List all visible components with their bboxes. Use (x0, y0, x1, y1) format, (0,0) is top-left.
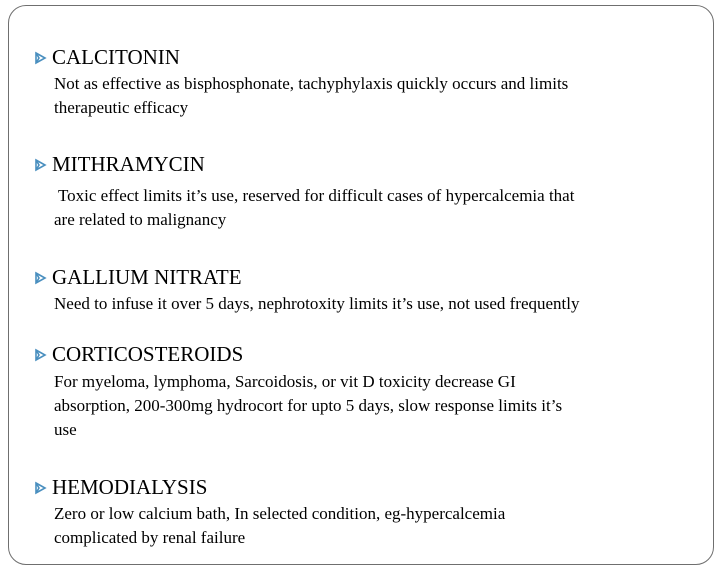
section-heading (33, 475, 207, 499)
heading-text: GALLIUM NITRATE (52, 265, 242, 289)
body-line: Not as effective as bisphosphonate, tachyphylaxis quickly occurs and limits (54, 74, 569, 93)
body-line: are related to malignancy (54, 210, 227, 229)
body-line: Toxic effect limits it’s use, reserved for difficult cases of hypercalcemia that (54, 186, 575, 205)
heading-text: HEMODIALYSIS (52, 475, 208, 499)
bullet-icon (33, 158, 47, 172)
body-line: Zero or low calcium bath, In selected condition, eg-hypercalcemia (54, 504, 506, 523)
body-line: use (54, 420, 77, 439)
section-heading (33, 342, 243, 366)
body-line: Need to infuse it over 5 days, nephrotoxity limits it’s use, not used frequently (54, 294, 580, 313)
body-line: therapeutic efficacy (54, 98, 189, 117)
bullet-icon (33, 51, 47, 65)
bullet-icon (33, 481, 47, 495)
heading-text: MITHRAMYCIN (52, 152, 205, 176)
section-heading (33, 45, 180, 69)
body-line: For myeloma, lymphoma, Sarcoidosis, or vit D toxicity decrease GI (54, 372, 516, 391)
body-line: complicated by renal failure (54, 528, 246, 547)
section-heading (33, 152, 205, 176)
heading-text: CORTICOSTEROIDS (52, 342, 244, 366)
bullet-icon (33, 348, 47, 362)
bullet-icon (33, 271, 47, 285)
body-line: absorption, 200-300mg hydrocort for upto 5 days, slow response limits it’s (54, 396, 563, 415)
heading-text: CALCITONIN (52, 45, 180, 69)
section-heading (33, 265, 242, 289)
